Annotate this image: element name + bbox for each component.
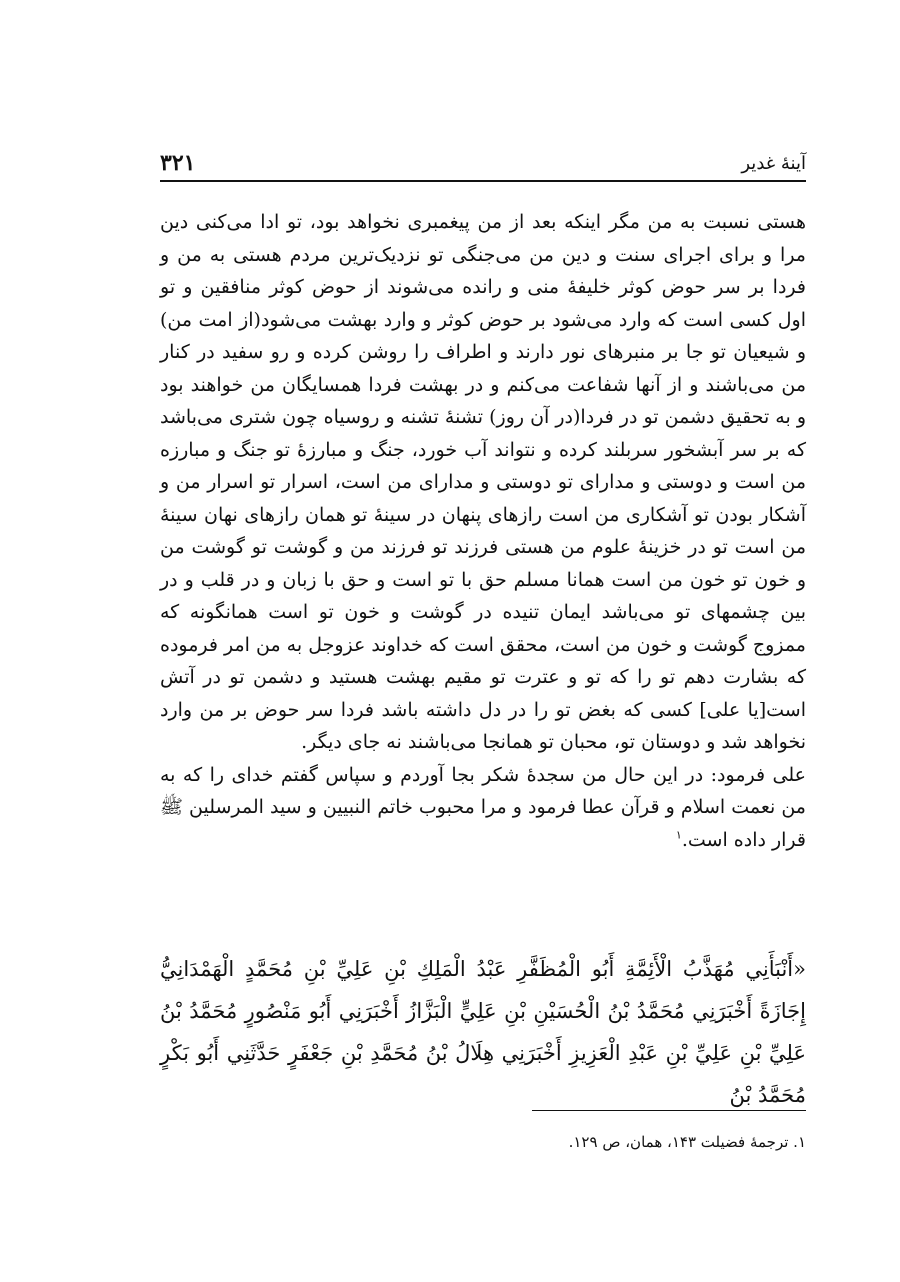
page-number: ۳۲۱ [160, 150, 196, 176]
paragraph-1: هستی نسبت به من مگر اینکه بعد از من پیغمبری نخواهد بود، تو ادا می‌کنی دین مرا و برای اجرای سنت و دین من می‌جنگی تو نزدیک‌ترین مردم هستی به من و فردا بر سر حوض کوثر خلیفهٔ منی و رانده می‌شوند از حوض کوثر منافقین و تو اول کسی است که وارد می‌شود بر حوض کوثر و وارد بهشت می‌شود(از امت من) و شیعیان تو جا بر منبرهای نور دارند و اطراف را روشن کرده و رو سفید در کنار من می‌باشند و از آنها شفاعت می‌کنم و در بهشت فردا همسایگان من خواهند بود و به تحقیق دشمن تو در فردا(در آن روز) تشنهٔ تشنه و روسیاه چون شتری می‌باشد که بر سر آبشخور سربلند کرده و نتواند آب خورد، جنگ و مبارزهٔ تو جنگ و مبارزه من است و دوستی و مدارای تو دوستی و مدارای من است، اسرار تو اسرار من و آشکار بودن تو آشکاری من است رازهای پنهان در سینهٔ تو همان رازهای نهان سینهٔ من است تو در خزینهٔ علوم من هستی فرزند تو فرزند من و گوشت تو گوشت من و خون تو خون من است همانا مسلم حق با تو است و حق با زبان و در قلب و در بین چشمهای تو می‌باشد ایمان تنیده در گوشت و خون تو است همانگونه که ممزوج گوشت و خون من است، محقق است که خداوند عزوجل به من امر فرموده که بشارت دهم تو را که تو و عترت تو مقیم بهشت هستید و دشمن تو در آتش است[یا علی] کسی که بغض تو را در دل داشته باشد فردا سر حوض بر من وارد نخواهد شد و دوستان تو، محبان تو همانجا می‌باشند نه جای دیگر. [160, 211, 806, 753]
footnote-reference[interactable]: ۱ [675, 828, 682, 842]
arabic-hadith-chain: «أَنْبَأَنِي مُهَذَّبُ الْأَئِمَّةِ أَبُو الْمُظَفَّرِ عَبْدُ الْمَلِكِ بْنِ عَلِيِّ بْنِ مُحَمَّدٍ الْهَمْدَانِيُّ إِجَازَةً أَخْبَرَنِي مُحَمَّدُ بْنُ الْحُسَيْنِ بْنِ عَلِيٍّ الْبَزَّازُ أَخْبَرَنِي أَبُو مَنْصُورٍ مُحَمَّدُ بْنُ عَلِيِّ بْنِ عَلِيِّ بْنِ عَبْدِ الْعَزِيزِ أَخْبَرَنِي هِلَالُ بْنُ مُحَمَّدِ بْنِ جَعْفَرٍ حَدَّثَنِي أَبُو بَكْرٍ مُحَمَّدُ بْنُ [160, 957, 806, 1107]
paragraph-2 [160, 759, 806, 857]
paragraph-2-text: علی فرمود: در این حال من سجدهٔ شکر بجا آوردم و سپاس گفتم خدای را که به من نعمت اسلام و قرآن عطا فرمود و مرا محبوب خاتم النبیین و سید المرسلین ﷺ قرار داده است. [160, 763, 806, 851]
footnote-divider [532, 1110, 806, 1111]
footnote: ۱. ترجمهٔ فضیلت ۱۴۳، همان، ص ۱۲۹. [568, 1133, 806, 1151]
main-text [160, 206, 806, 856]
page-header [160, 140, 806, 182]
running-title: آینهٔ غدیر [741, 153, 806, 174]
